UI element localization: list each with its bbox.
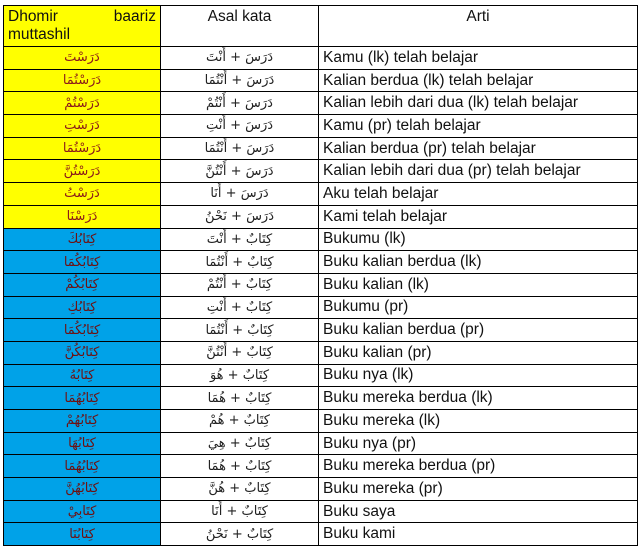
table-row: [4, 137, 638, 160]
arti-cell: Kalian lebih dari dua (lk) telah belajar: [319, 92, 638, 115]
arti-cell: Buku kalian berdua (lk): [319, 251, 638, 274]
asal-kata-cell: كِتَابٌ + نَحْنُ: [161, 523, 319, 546]
asal-kata-cell: كِتَابٌ + هُنَّ: [161, 478, 319, 501]
asal-kata-cell: دَرَسَ + أَنْتُمْ: [161, 92, 319, 115]
dhomir-cell: دَرَسْتُمْ: [4, 92, 161, 115]
table-row: [4, 364, 638, 387]
asal-kata-cell: كِتَابٌ + أَنْتُنَّ: [161, 341, 319, 364]
dhomir-cell: دَرَسْتُ: [4, 183, 161, 206]
table-row: [4, 69, 638, 92]
asal-kata-cell: دَرَسَ + نَحْنُ: [161, 205, 319, 228]
arti-cell: Bukumu (lk): [319, 228, 638, 251]
asal-kata-cell: كِتَابٌ + هِيَ: [161, 432, 319, 455]
arti-cell: Kamu (lk) telah belajar: [319, 47, 638, 70]
asal-kata-cell: كِتَابٌ + هُمَا: [161, 455, 319, 478]
dhomir-table: [3, 5, 638, 546]
arti-cell: Kami telah belajar: [319, 205, 638, 228]
table-row: [4, 92, 638, 115]
dhomir-cell: كِتَابُهُمْ: [4, 410, 161, 433]
asal-kata-cell: دَرَسَ + أَنْتَ: [161, 47, 319, 70]
dhomir-cell: كِتَابُهُمَا: [4, 455, 161, 478]
table-row: [4, 47, 638, 70]
asal-kata-cell: كِتَابٌ + أَنْتُمَا: [161, 251, 319, 274]
asal-kata-cell: كِتَابٌ + أَنَا: [161, 500, 319, 523]
header-dhomir-word1: Dhomir: [8, 8, 58, 25]
arti-cell: Buku kalian (pr): [319, 341, 638, 364]
table-row: [4, 160, 638, 183]
asal-kata-cell: كِتَابٌ + هُوَ: [161, 364, 319, 387]
dhomir-cell: دَرَسْتَ: [4, 47, 161, 70]
dhomir-cell: كِتَابُنَا: [4, 523, 161, 546]
asal-kata-cell: دَرَسَ + أَنْتُمَا: [161, 137, 319, 160]
dhomir-cell: كِتَابُهُنَّ: [4, 478, 161, 501]
arti-cell: Buku nya (lk): [319, 364, 638, 387]
table-row: [4, 410, 638, 433]
table-row: [4, 478, 638, 501]
dhomir-cell: دَرَسْتِ: [4, 115, 161, 138]
table-row: [4, 228, 638, 251]
dhomir-cell: كِتَابُهُمَا: [4, 387, 161, 410]
dhomir-cell: كِتَابُكِ: [4, 296, 161, 319]
dhomir-cell: كِتَابُكُمْ: [4, 273, 161, 296]
dhomir-cell: كِتَابُكُمَا: [4, 251, 161, 274]
dhomir-cell: كِتَابُكَ: [4, 228, 161, 251]
arti-cell: Buku mereka berdua (pr): [319, 455, 638, 478]
document-page: [3, 5, 638, 546]
table-row: [4, 319, 638, 342]
header-arti: Arti: [319, 6, 638, 47]
asal-kata-cell: كِتَابٌ + هُمْ: [161, 410, 319, 433]
arti-cell: Kalian lebih dari dua (pr) telah belajar: [319, 160, 638, 183]
dhomir-cell: كِتَابُكُنَّ: [4, 341, 161, 364]
asal-kata-cell: دَرَسَ + أَنْتِ: [161, 115, 319, 138]
arti-cell: Buku kami: [319, 523, 638, 546]
dhomir-cell: كِتَابُكُمَا: [4, 319, 161, 342]
dhomir-cell: كِتَابُهَا: [4, 432, 161, 455]
arti-cell: Kamu (pr) telah belajar: [319, 115, 638, 138]
arti-cell: Buku mereka (lk): [319, 410, 638, 433]
arti-cell: Bukumu (pr): [319, 296, 638, 319]
arti-cell: Kalian berdua (lk) telah belajar: [319, 69, 638, 92]
table-row: [4, 455, 638, 478]
dhomir-cell: دَرَسْنَا: [4, 205, 161, 228]
asal-kata-cell: كِتَابٌ + أَنْتُمْ: [161, 273, 319, 296]
table-body: [4, 47, 638, 546]
asal-kata-cell: كِتَابٌ + أَنْتِ: [161, 296, 319, 319]
table-row: [4, 183, 638, 206]
dhomir-cell: دَرَسْتُمَا: [4, 137, 161, 160]
table-row: [4, 523, 638, 546]
asal-kata-cell: كِتَابٌ + هُمَا: [161, 387, 319, 410]
table-row: [4, 432, 638, 455]
arti-cell: Buku mereka berdua (lk): [319, 387, 638, 410]
header-asal-kata: Asal kata: [161, 6, 319, 47]
arti-cell: Buku mereka (pr): [319, 478, 638, 501]
dhomir-cell: كِتَابِيْ: [4, 500, 161, 523]
arti-cell: Buku kalian berdua (pr): [319, 319, 638, 342]
arti-cell: Buku kalian (lk): [319, 273, 638, 296]
asal-kata-cell: دَرَسَ + أَنْتُمَا: [161, 69, 319, 92]
arti-cell: Kalian berdua (pr) telah belajar: [319, 137, 638, 160]
header-dhomir-line2: muttashil: [8, 26, 71, 43]
table-row: [4, 273, 638, 296]
dhomir-cell: كِتَابُهُ: [4, 364, 161, 387]
arti-cell: Buku saya: [319, 500, 638, 523]
table-row: [4, 500, 638, 523]
table-row: [4, 341, 638, 364]
asal-kata-cell: دَرَسَ + أَنَا: [161, 183, 319, 206]
arti-cell: Buku nya (pr): [319, 432, 638, 455]
table-row: [4, 387, 638, 410]
header-row: [4, 6, 638, 47]
table-row: [4, 205, 638, 228]
table-row: [4, 296, 638, 319]
dhomir-cell: دَرَسْتُنَّ: [4, 160, 161, 183]
asal-kata-cell: دَرَسَ + أَنْتُنَّ: [161, 160, 319, 183]
table-row: [4, 251, 638, 274]
table-row: [4, 115, 638, 138]
arti-cell: Aku telah belajar: [319, 183, 638, 206]
header-dhomir: [4, 6, 161, 47]
asal-kata-cell: كِتَابٌ + أَنْتُمَا: [161, 319, 319, 342]
asal-kata-cell: كِتَابٌ + أَنْتَ: [161, 228, 319, 251]
dhomir-cell: دَرَسْتُمَا: [4, 69, 161, 92]
header-dhomir-word2: baariz: [113, 8, 156, 25]
